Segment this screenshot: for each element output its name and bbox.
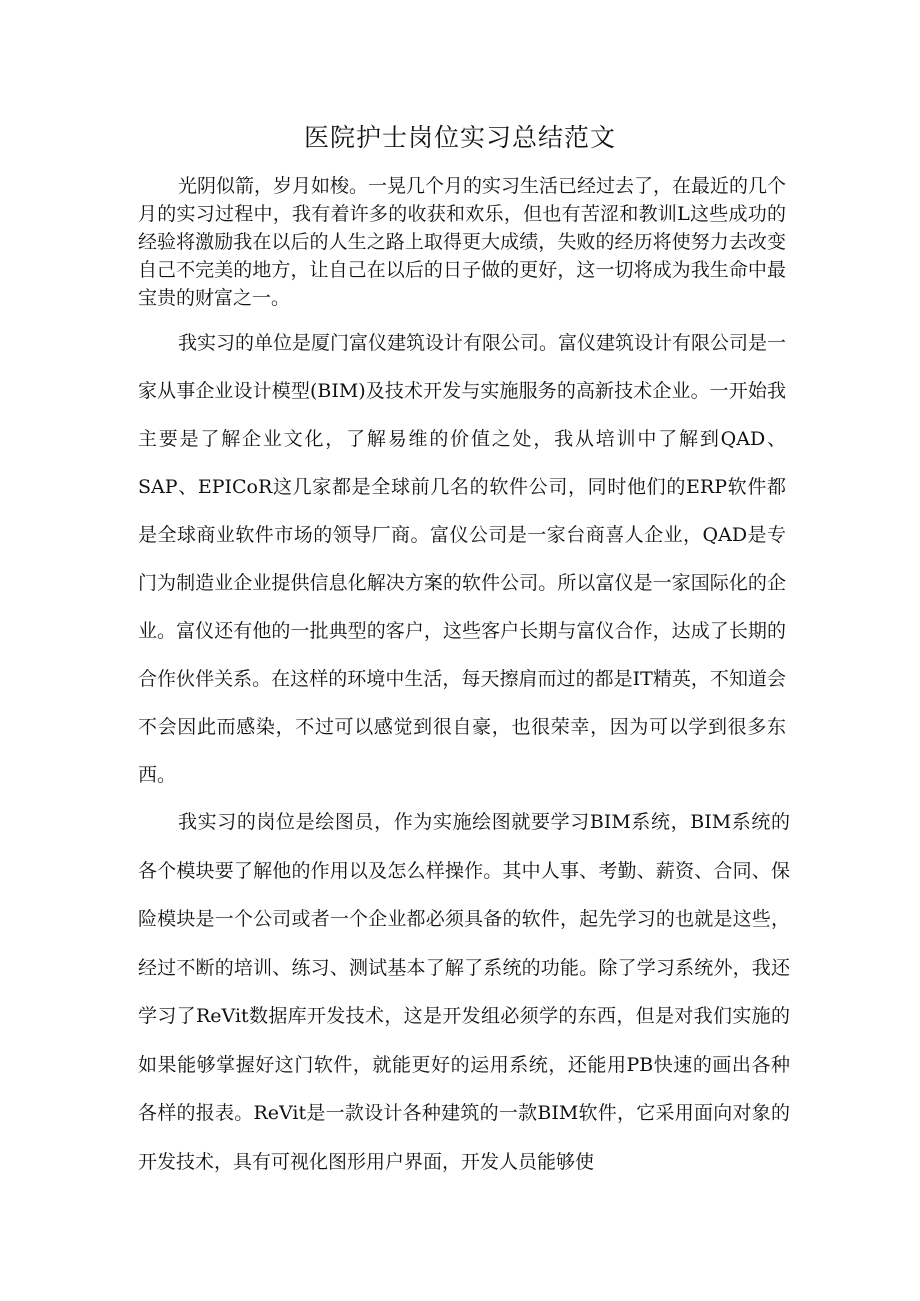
paragraph-intro: 光阴似箭，岁月如梭。一晃几个月的实习生活已经过去了，在最近的几个月的实习过程中，我有着许多的收获和欢乐，但也有苦涩和教训L这些成功的经验将激励我在以后的人生之路上取得更大成绩，失败的经历将使努力去改变自己不完美的地方，让自己在以后的日子做的更好，这一切将成为我生命中最宝贵的财富之一。: [138, 175, 787, 309]
document-title: 医院护士岗位实习总结范文: [303, 123, 616, 152]
paragraph-position: 我实习的岗位是绘图员，作为实施绘图就要学习BIM系统，BIM系统的各个模块要了解他的作用以及怎么样操作。其中人事、考勤、薪资、合同、保险模块是一个公司或者一个企业都必须具备的软件，起先学习的也就是这些，经过不断的培训、练习、测试基本了解了系统的功能。除了学习系统外，我还学习了ReVit数据库开发技术，这是开发组必须学的东西，但是对我们实施的如果能够掌握好这门软件，就能更好的运用系统，还能用PB快速的画出各种各样的报表。ReVit是一款设计各种建筑的一款BIM软件，它采用面向对象的开发技术，具有可视化图形用户界面，开发人员能够使: [138, 811, 790, 1173]
paragraph-company: 我实习的单位是厦门富仪建筑设计有限公司。富仪建筑设计有限公司是一家从事企业设计模型(BIM)及技术开发与实施服务的高新技术企业。一开始我主要是了解企业文化，了解易维的价值之处，我从培训中了解到QAD、SAP、EPICoR这几家都是全球前几名的软件公司，同时他们的ERP软件都是全球商业软件市场的领导厂商。富仪公司是一家台商喜人企业，QAD是专门为制造业企业提供信息化解决方案的软件公司。所以富仪是一家国际化的企业。富仪还有他的一批典型的客户，这些客户长期与富仪合作，达成了长期的合作伙伴关系。在这样的环境中生活，每天擦肩而过的都是IT精英，不知道会不会因此而感染，不过可以感觉到很自豪，也很荣幸，因为可以学到很多东西。: [138, 332, 787, 786]
